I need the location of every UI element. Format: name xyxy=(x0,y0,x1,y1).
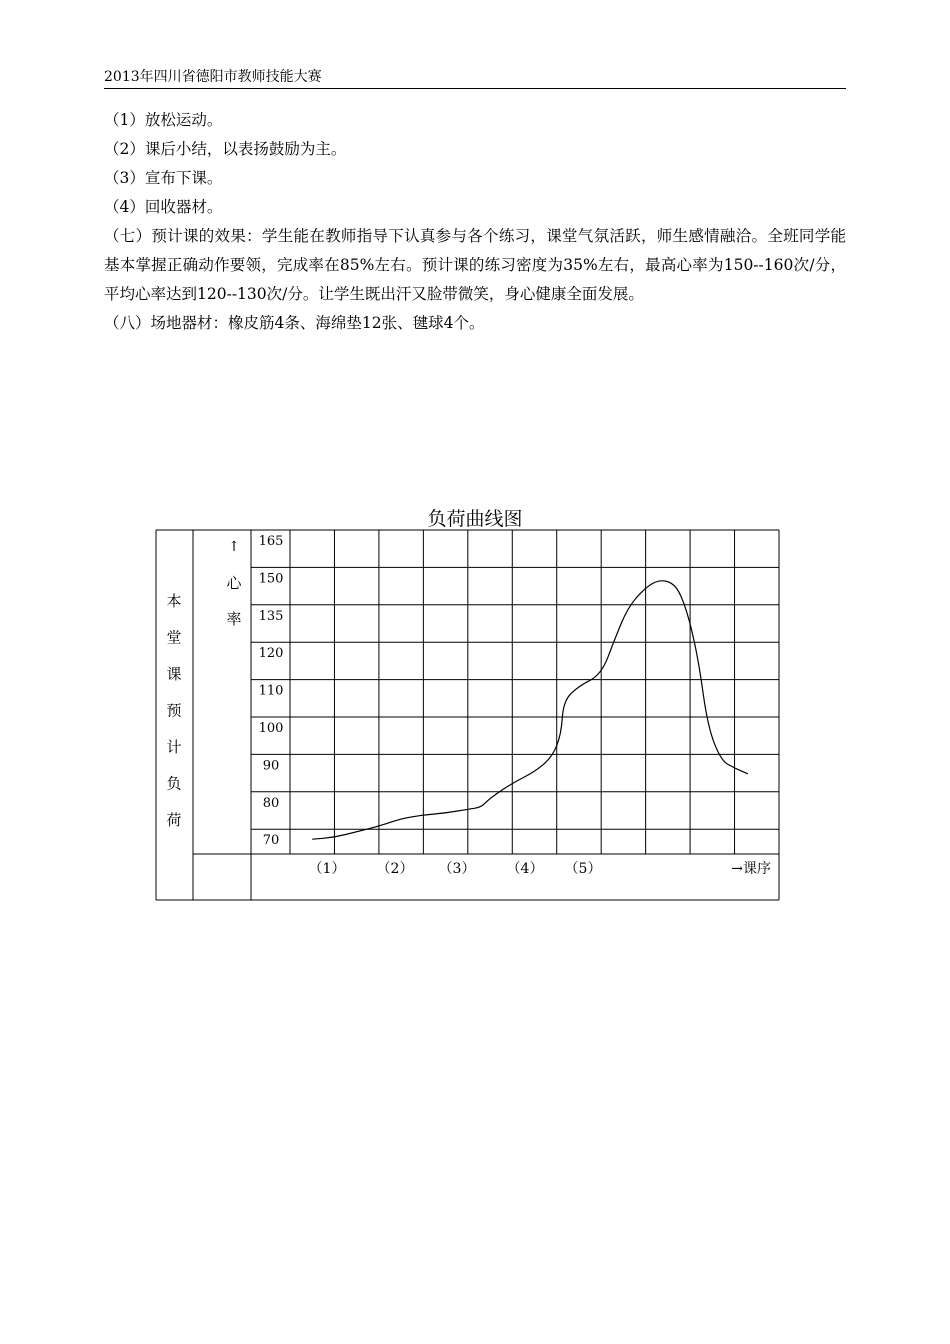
item-summary: （2）课后小结，以表扬鼓励为主。 xyxy=(104,140,347,158)
y-tick-label: 100 xyxy=(258,721,284,736)
y-tick-label: 120 xyxy=(258,646,284,662)
item-dismiss: （3）宣布下课。 xyxy=(104,169,223,187)
paragraph-equipment: （八）场地器材：橡皮筋4条、海绵垫12张、毽球4个。 xyxy=(104,314,485,332)
y-tick-label: 150 xyxy=(258,571,284,587)
row-label-char: 负 xyxy=(166,774,182,793)
row-label-char: 预 xyxy=(166,701,182,720)
heart-rate-curve xyxy=(312,581,748,839)
y-tick-label: 70 xyxy=(262,833,280,849)
x-tick-label: （4） xyxy=(506,861,544,877)
x-axis-label: →课序 xyxy=(731,861,771,877)
item-collect: （4）回收器材。 xyxy=(104,198,223,216)
x-tick-label: （5） xyxy=(564,861,602,877)
y-tick-label: 90 xyxy=(262,758,280,774)
item-relax: （1）放松运动。 xyxy=(104,111,223,129)
y-tick-label: 165 xyxy=(258,534,284,549)
row-label-char: 荷 xyxy=(166,811,182,829)
y-tick-label: 135 xyxy=(258,608,284,624)
header-title: 2013年四川省德阳市教师技能大赛 xyxy=(104,69,322,85)
x-tick-label: （1） xyxy=(308,861,346,877)
row-label-char: 计 xyxy=(166,738,182,756)
y-tick-label: 110 xyxy=(258,683,284,699)
x-tick-label: （2） xyxy=(376,861,414,877)
y-axis-label-char: 心 xyxy=(226,574,242,592)
chart-grid xyxy=(156,530,779,900)
y-tick-label: 80 xyxy=(262,795,280,811)
x-tick-label: （3） xyxy=(438,861,476,877)
row-label-char: 本 xyxy=(166,592,182,610)
chart-labels xyxy=(166,534,771,877)
y-axis-arrow: ↑ xyxy=(228,539,240,555)
row-label-char: 堂 xyxy=(166,628,182,647)
row-label-char: 课 xyxy=(166,665,182,683)
y-axis-label-char: 率 xyxy=(226,610,242,628)
paragraph-expected-effect: （七）预计课的效果：学生能在教师指导下认真参与各个练习，课堂气氛活跃，师生感情融洽。全班同学能基本掌握正确动作要领，完成率在85%左右。预计课的练习密度为35%左右，最高心率为150--160次/分，平均心率达到120--130次/分。让学生既出汗又脸带微笑，身心健康全面发展。 xyxy=(104,227,846,303)
chart-title: 负荷曲线图 xyxy=(427,508,523,530)
